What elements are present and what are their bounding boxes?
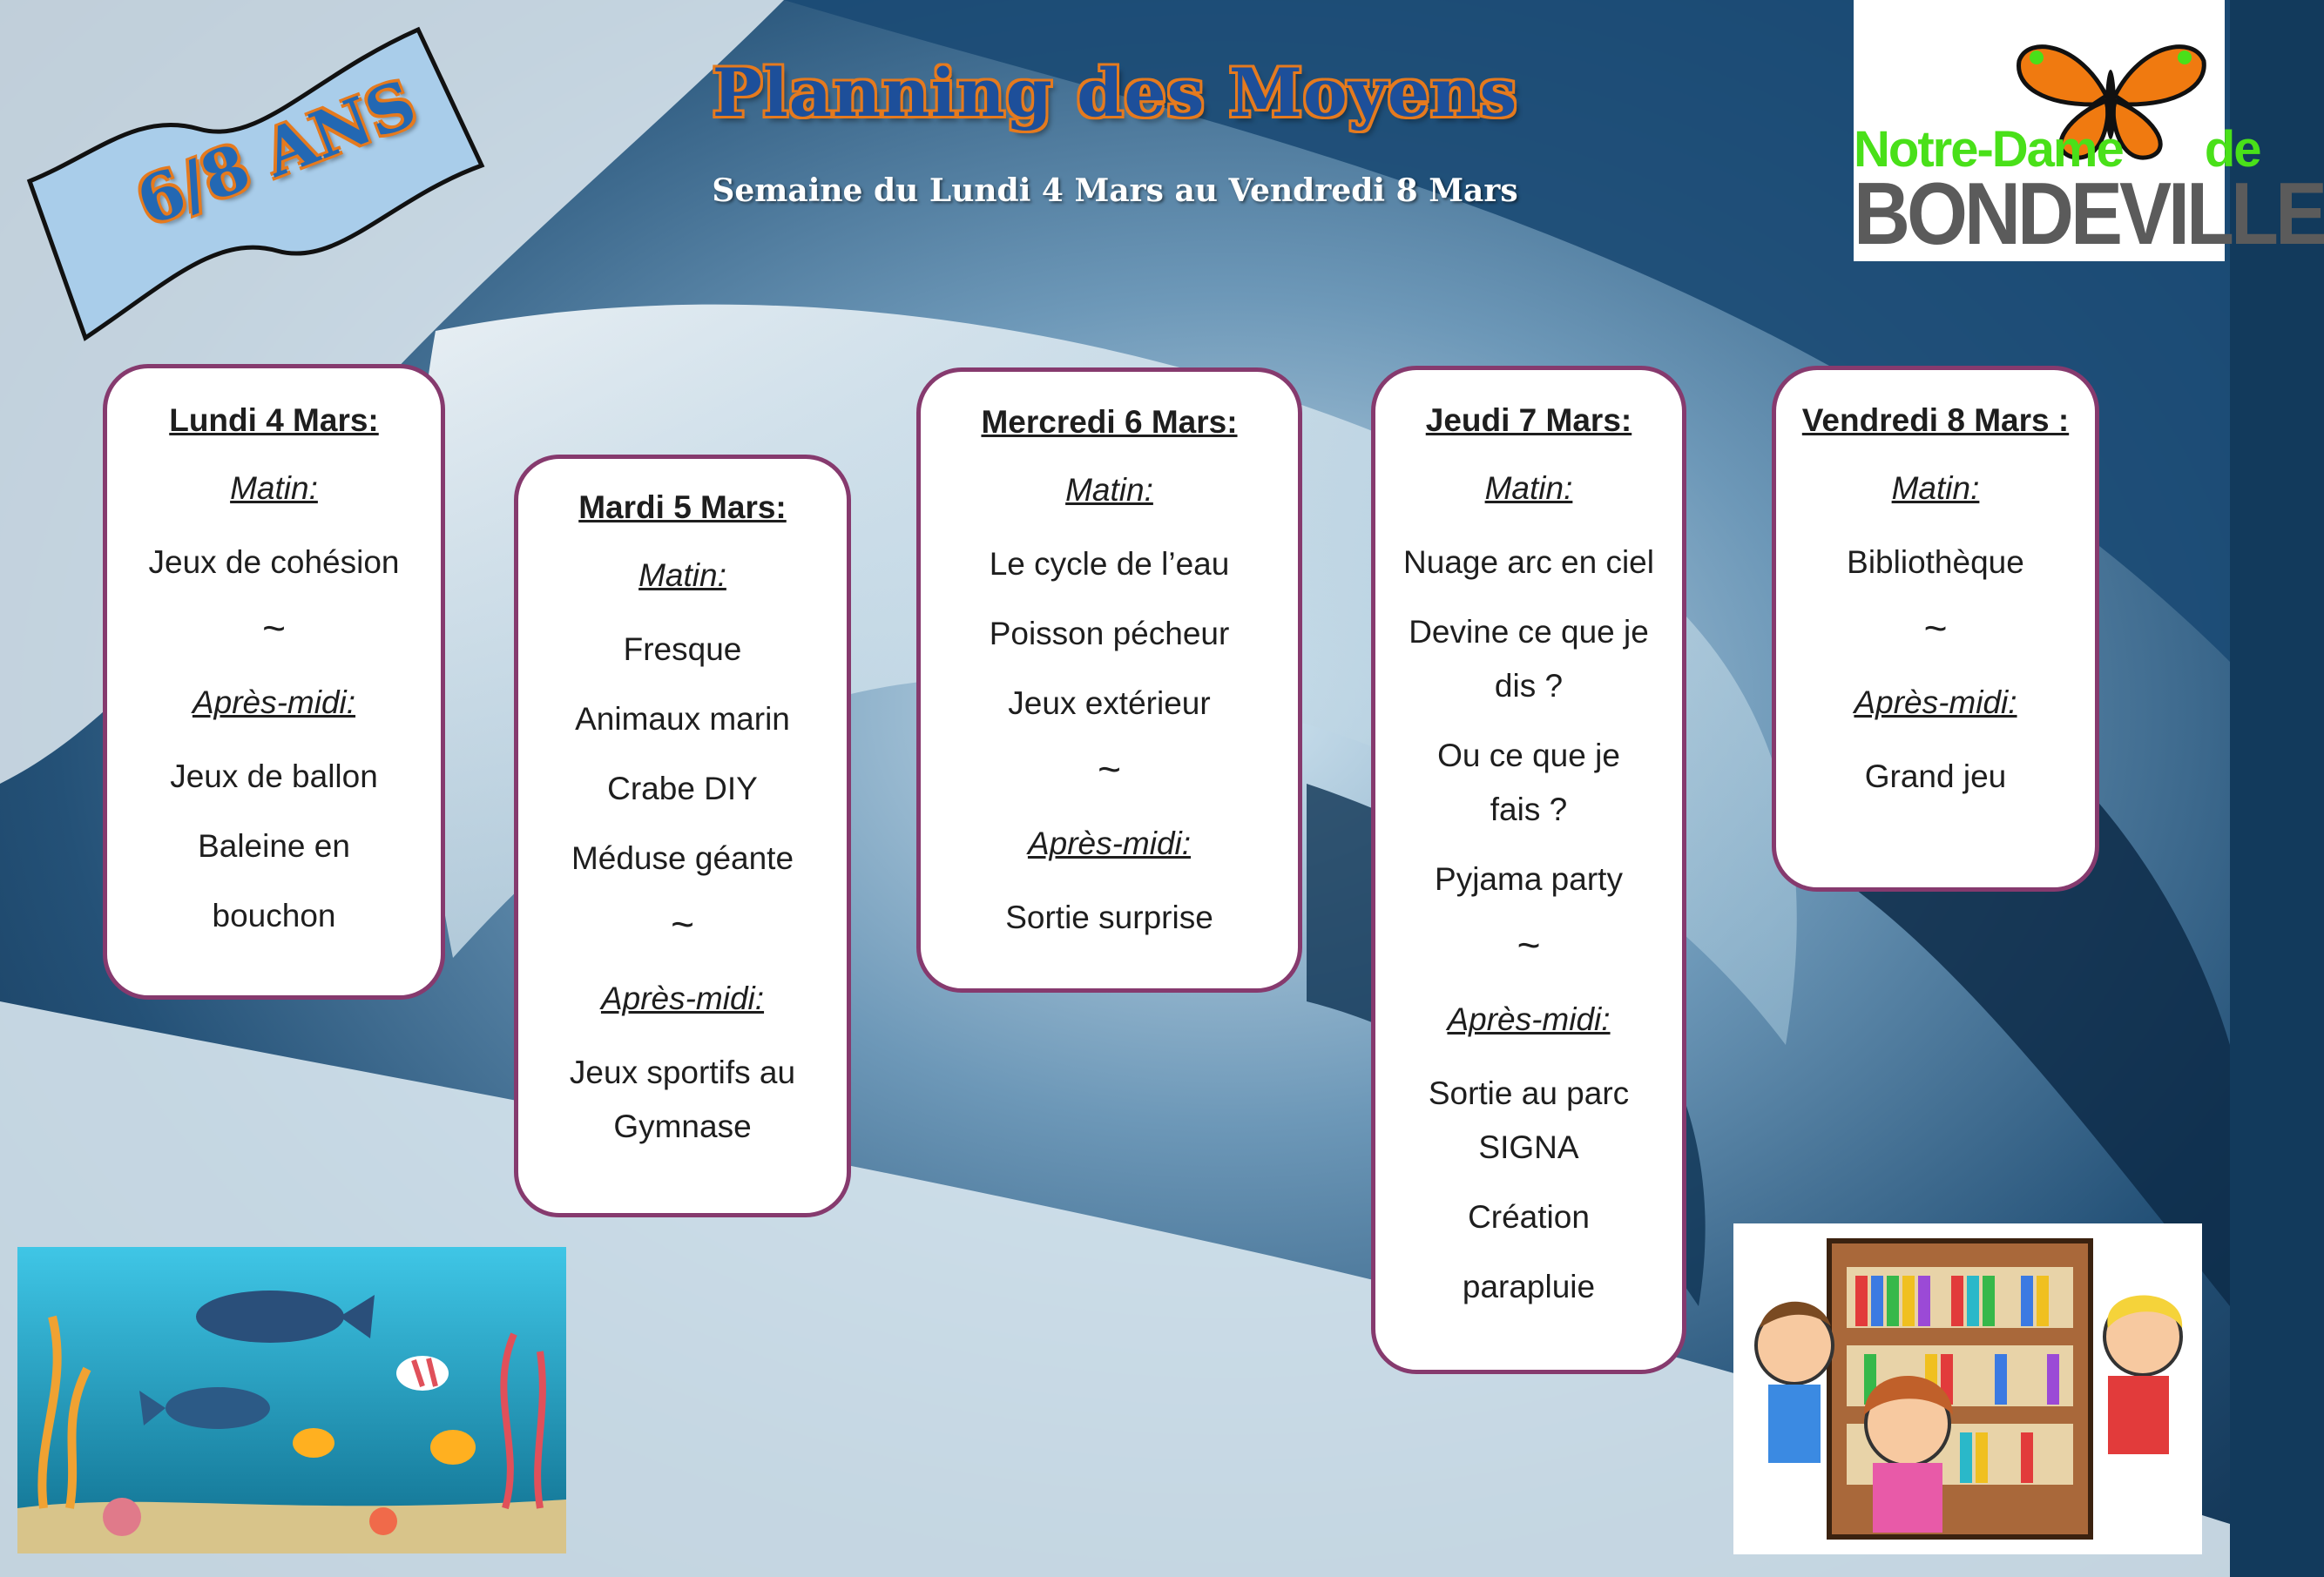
activity-item: Animaux marin <box>575 701 790 737</box>
day-title: Lundi 4 Mars: <box>169 402 379 438</box>
activity-item: bouchon <box>212 898 336 933</box>
separator: ~ <box>1098 746 1121 792</box>
afternoon-label: Après-midi: <box>1027 826 1192 861</box>
activity-item: Jeux extérieur <box>1008 685 1211 721</box>
activity-item: Création <box>1468 1199 1590 1235</box>
afternoon-label: Après-midi: <box>1447 1001 1611 1037</box>
age-label: 6/8 ANS <box>127 66 426 241</box>
morning-label: Matin: <box>1484 470 1573 506</box>
activity-item: Ou ce que je fais ? <box>1437 738 1620 827</box>
separator: ~ <box>1517 922 1541 967</box>
day-title: Vendredi 8 Mars : <box>1801 402 2070 438</box>
activity-item: Pyjama party <box>1435 861 1623 897</box>
day-card-monday <box>103 364 445 1000</box>
activity-item: Sortie au parc SIGNA <box>1428 1075 1630 1165</box>
logo-line1-text: Notre-Dame <box>1854 121 2123 178</box>
separator: ~ <box>1923 605 1948 650</box>
activity-item: Crabe DIY <box>607 771 758 806</box>
activity-item: Fresque <box>623 631 742 667</box>
activity-item: parapluie <box>1462 1269 1596 1304</box>
morning-label: Matin: <box>1891 470 1980 506</box>
day-title: Mercredi 6 Mars: <box>981 404 1238 440</box>
activity-item: Nuage arc en ciel <box>1403 544 1654 580</box>
activity-item: Grand jeu <box>1864 758 2007 794</box>
afternoon-label: Après-midi: <box>1854 684 2017 720</box>
morning-label: Matin: <box>638 557 726 593</box>
logo-line2: BONDEVILLE <box>1854 165 2324 264</box>
week-subtitle: Semaine du Lundi 4 Mars au Vendredi 8 Mars <box>712 172 1518 209</box>
activity-item: Poisson pécheur <box>989 616 1230 651</box>
day-card-friday <box>1772 366 2099 892</box>
activity-item: Méduse géante <box>571 840 794 876</box>
library-kids-illustration <box>1733 1223 2202 1554</box>
day-card-thursday <box>1371 366 1686 1374</box>
activity-item: Le cycle de l’eau <box>989 546 1230 582</box>
day-title: Jeudi 7 Mars: <box>1425 402 1632 438</box>
underwater-illustration <box>17 1247 566 1553</box>
activity-item: Bibliothèque <box>1847 544 2024 580</box>
separator: ~ <box>262 605 286 650</box>
activity-item: Devine ce que je dis ? <box>1409 614 1649 704</box>
activity-item: Jeux de cohésion <box>148 544 400 580</box>
afternoon-label: Après-midi: <box>192 684 356 720</box>
activity-item: Jeux de ballon <box>170 758 378 794</box>
day-card-tuesday <box>514 455 851 1217</box>
separator: ~ <box>671 901 694 947</box>
morning-label: Matin: <box>1065 472 1153 508</box>
activity-item: Jeux sportifs au Gymnase <box>569 1055 796 1144</box>
logo-line1b-text: de <box>2204 121 2260 178</box>
activity-item: Baleine en <box>198 828 350 864</box>
page-title: Planning des Moyens <box>712 54 1518 131</box>
afternoon-label: Après-midi: <box>600 981 765 1016</box>
morning-label: Matin: <box>230 470 318 506</box>
day-card-wednesday <box>916 367 1302 993</box>
activity-item: Sortie surprise <box>1005 900 1213 935</box>
town-logo <box>1854 0 2324 264</box>
day-title: Mardi 5 Mars: <box>578 489 787 525</box>
